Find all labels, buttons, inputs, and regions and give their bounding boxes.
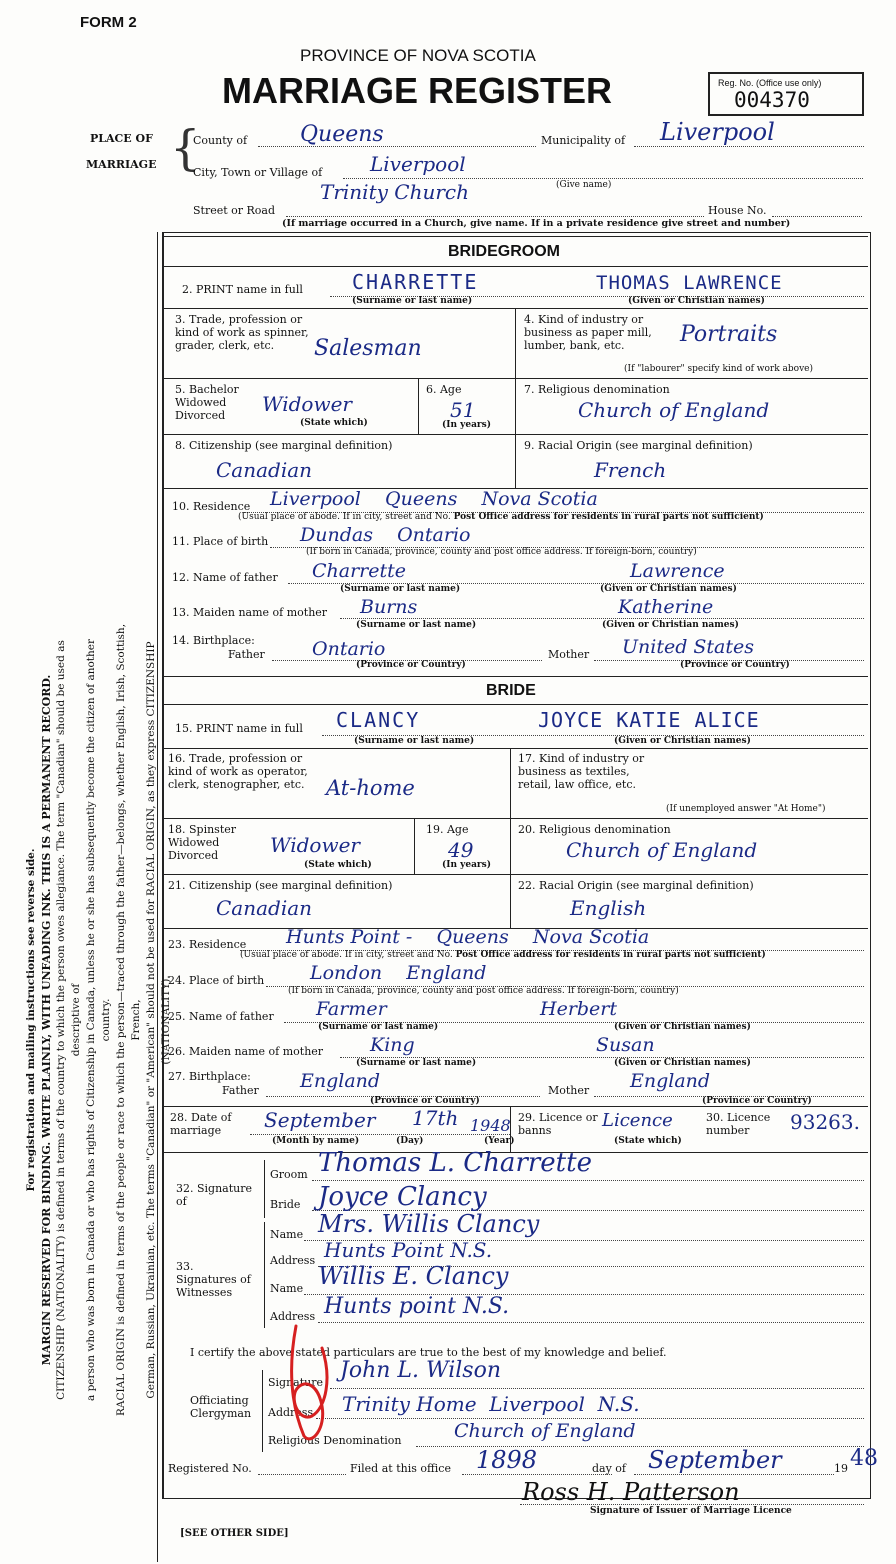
- bride-citizenship-label: 21. Citizenship (see marginal definition): [168, 879, 393, 892]
- bride-citizenship: Canadian: [216, 896, 313, 920]
- surname-sub-1: (Surname or last name): [352, 296, 473, 306]
- bride-religion-label: 20. Religious denomination: [518, 823, 671, 836]
- marginal-definitions: [24, 620, 172, 1420]
- marriage-month: September: [264, 1108, 376, 1132]
- bride-industry-note: (If unemployed answer "At Home"): [666, 804, 826, 814]
- bride-racial: English: [570, 896, 647, 920]
- birth-note-2: (If born in Canada, province, county and post office address. If foreign-born, country): [288, 986, 679, 996]
- given-sub-5: (Given or Christian names): [614, 1022, 751, 1032]
- filed-number: 1898: [476, 1446, 538, 1474]
- marriage-year: 1948: [470, 1116, 511, 1135]
- bride-mother-surname: King: [370, 1034, 415, 1056]
- province-heading: PROVINCE OF NOVA SCOTIA: [300, 46, 536, 65]
- filed-month: September: [648, 1446, 782, 1474]
- bride-given: JOYCE KATIE ALICE: [538, 708, 760, 732]
- clergy-address: Trinity Home Liverpool N.S.: [342, 1392, 640, 1416]
- witnesses-label: 33. Signatures of Witnesses: [176, 1260, 251, 1299]
- bride-status-label: 18. Spinster Widowed Divorced: [168, 823, 237, 862]
- give-name-note: (Give name): [556, 180, 612, 190]
- place-label-2: MARRIAGE: [86, 158, 157, 171]
- bride-signature: Joyce Clancy: [318, 1182, 487, 1212]
- bride-mother-given: Susan: [596, 1034, 655, 1056]
- side-line-5: RACIAL ORIGIN is defined in terms of the people or race to which the person—traced through the father—belongs, whether English, Irish, Scottish, French,: [115, 623, 142, 1417]
- w1-name-label: Name: [270, 1228, 304, 1241]
- bride-age: 49: [448, 838, 474, 862]
- house-label: House No.: [708, 204, 767, 217]
- day-of-label: day of: [592, 1462, 627, 1475]
- filed-year: 48: [850, 1446, 878, 1471]
- side-line-4: a person who was born in Canada or who has rights of Citizenship in Canada, unless he or she has subsequently become the citizen of another country.: [85, 638, 112, 1402]
- licence-or-banns: Licence: [602, 1110, 673, 1131]
- surname-sub-6: (Surname or last name): [356, 1058, 477, 1068]
- surname-sub-4: (Surname or last name): [354, 736, 475, 746]
- bride-heading: BRIDE: [486, 682, 536, 699]
- day-sub: (Day): [396, 1136, 424, 1146]
- given-sub-6: (Given or Christian names): [614, 1058, 751, 1068]
- groom-father-birthplace: Ontario: [312, 638, 386, 660]
- church-value: Trinity Church: [320, 180, 469, 204]
- reg-no-box: [708, 72, 864, 116]
- surname-sub-2: (Surname or last name): [340, 584, 461, 594]
- groom-citizenship-label: 8. Citizenship (see marginal definition): [175, 439, 393, 452]
- surname-sub-3: (Surname or last name): [356, 620, 477, 630]
- bride-name-label: 15. PRINT name in full: [175, 722, 303, 735]
- groom-father-given: Lawrence: [630, 560, 725, 582]
- groom-industry-label: 4. Kind of industry or business as paper mill, lumber, bank, etc.: [524, 313, 652, 352]
- street-label: Street or Road: [193, 204, 276, 217]
- birth-note-1: (If born in Canada, province, county and post office address. If foreign-born, country): [306, 547, 697, 557]
- county-value: Queens: [300, 122, 384, 147]
- w2-name-label: Name: [270, 1282, 304, 1295]
- bride-sig-label: Bride: [270, 1198, 301, 1211]
- groom-industry: Portraits: [680, 322, 778, 347]
- bride-residence-label: 23. Residence: [168, 938, 247, 951]
- groom-status: Widower: [262, 392, 352, 416]
- bride-father-label: 25. Name of father: [168, 1010, 274, 1023]
- bride-father-bp-label: Father: [222, 1084, 259, 1097]
- marriage-day: 17th: [412, 1106, 459, 1130]
- form-frame: [162, 232, 871, 1499]
- bride-age-label: 19. Age: [426, 823, 469, 836]
- groom-mother-surname: Burns: [360, 596, 418, 618]
- groom-father-bp-label: Father: [228, 648, 265, 661]
- groom-father-label: 12. Name of father: [172, 571, 278, 584]
- bride-mother-label: 26. Maiden name of mother: [168, 1045, 324, 1058]
- reg-no-value: 004370: [734, 88, 810, 112]
- groom-birthplace-label: 11. Place of birth: [172, 535, 269, 548]
- year-sub: (Year): [484, 1136, 515, 1146]
- reg-no-label: Reg. No. (Office use only): [718, 78, 822, 88]
- groom-racial-label: 9. Racial Origin (see marginal definition): [524, 439, 753, 452]
- groom-signature: Thomas L. Charrette: [318, 1148, 592, 1178]
- clergy-label: Officiating Clergyman: [190, 1394, 252, 1420]
- bride-birthplaces-label: 27. Birthplace:: [168, 1070, 251, 1083]
- w1-address: Hunts Point N.S.: [324, 1238, 493, 1262]
- signature-of-label: 32. Signature of: [176, 1182, 253, 1208]
- groom-status-label: 5. Bachelor Widowed Divorced: [175, 383, 239, 422]
- groom-father-surname: Charrette: [312, 560, 407, 582]
- place-label-1: PLACE OF: [90, 132, 153, 145]
- groom-trade: Salesman: [314, 336, 422, 361]
- w1-address-label: Address: [270, 1254, 316, 1267]
- groom-birthplaces-label: 14. Birthplace:: [172, 634, 255, 647]
- bride-trade: At-home: [326, 776, 415, 800]
- city-label: City, Town or Village of: [193, 166, 323, 179]
- filed-label: Filed at this office: [350, 1462, 451, 1475]
- years-sub-1: (In years): [442, 420, 491, 430]
- red-pen-mark: [282, 1318, 342, 1448]
- side-line-1: For registration and mailing instructions see reverse side.: [25, 848, 37, 1192]
- page-title: MARRIAGE REGISTER: [222, 70, 613, 111]
- years-sub-2: (In years): [442, 860, 491, 870]
- prov-sub-2: (Province or Country): [680, 660, 790, 670]
- groom-birthplace: Dundas Ontario: [300, 524, 471, 546]
- prov-sub-4: (Province or Country): [702, 1096, 812, 1106]
- bride-father-given: Herbert: [540, 998, 618, 1020]
- year-prefix: 19: [834, 1462, 848, 1475]
- groom-racial: French: [594, 458, 667, 482]
- bride-surname: CLANCY: [336, 708, 421, 732]
- groom-citizenship: Canadian: [216, 458, 313, 482]
- groom-age: 51: [450, 398, 476, 422]
- county-label: County of: [193, 134, 248, 147]
- state-sub-3: (State which): [614, 1136, 682, 1146]
- given-sub-4: (Given or Christian names): [614, 736, 751, 746]
- place-note: (If marriage occurred in a Church, give name. If in a private residence give street and number): [282, 218, 791, 229]
- date-label: 28. Date of marriage: [170, 1111, 232, 1137]
- w2-address: Hunts point N.S.: [324, 1294, 510, 1319]
- city-value: Liverpool: [370, 152, 466, 176]
- groom-trade-label: 3. Trade, profession or kind of work as spinner, grader, clerk, etc.: [175, 313, 309, 352]
- groom-mother-bp-label: Mother: [548, 648, 590, 661]
- bridegroom-heading: BRIDEGROOM: [448, 243, 560, 260]
- side-line-3: CITIZENSHIP (NATIONALITY) is defined in terms of the country to which the person owes allegiance. The term "Canadian" should be used as descriptive of: [55, 640, 82, 1400]
- bride-racial-label: 22. Racial Origin (see marginal definition): [518, 879, 754, 892]
- bride-mother-bp-label: Mother: [548, 1084, 590, 1097]
- given-sub-1: (Given or Christian names): [628, 296, 765, 306]
- certify-text: I certify the above stated particulars are true to the best of my knowledge and belief.: [190, 1346, 667, 1359]
- w1-name: Mrs. Willis Clancy: [318, 1210, 540, 1238]
- month-sub: (Month by name): [272, 1136, 360, 1146]
- bride-father-surname: Farmer: [316, 998, 387, 1020]
- given-sub-2: (Given or Christian names): [600, 584, 737, 594]
- bride-religion: Church of England: [566, 838, 758, 862]
- groom-mother-given: Katherine: [618, 596, 714, 618]
- groom-residence: Liverpool Queens Nova Scotia: [270, 488, 598, 510]
- licence-number: 93263.: [790, 1110, 860, 1134]
- w2-name: Willis E. Clancy: [318, 1262, 509, 1290]
- state-sub-1: (State which): [300, 418, 368, 428]
- bride-trade-label: 16. Trade, profession or kind of work as operator, clerk, stenographer, etc.: [168, 752, 308, 791]
- bride-mother-birthplace: England: [630, 1070, 711, 1092]
- issuer-label: Signature of Issuer of Marriage Licence: [590, 1506, 792, 1516]
- licence-number-label: 30. Licence number: [706, 1111, 771, 1137]
- bride-industry-label: 17. Kind of industry or business as textiles, retail, law office, etc.: [518, 752, 645, 791]
- residence-note-2: (Usual place of abode. If in city, street and No. Post Office address for residents in rural parts not sufficient): [240, 950, 766, 960]
- groom-industry-note: (If "labourer" specify kind of work above): [624, 364, 814, 374]
- bride-birthplace: London England: [310, 962, 487, 984]
- issuer-signature: Ross H. Patterson: [522, 1478, 740, 1506]
- municipality-label: Municipality of: [541, 134, 626, 147]
- brace: {: [170, 120, 201, 176]
- clergy-denomination: Church of England: [454, 1420, 636, 1442]
- surname-sub-5: (Surname or last name): [318, 1022, 439, 1032]
- clergy-signature: John L. Wilson: [340, 1358, 501, 1383]
- groom-age-label: 6. Age: [426, 383, 462, 396]
- bride-residence: Hunts Point - Queens Nova Scotia: [286, 926, 650, 948]
- groom-given: THOMAS LAWRENCE: [596, 272, 783, 294]
- prov-sub-1: (Province or Country): [356, 660, 466, 670]
- prov-sub-3: (Province or Country): [370, 1096, 480, 1106]
- clergy-denom-label: Religious Denomination: [268, 1434, 402, 1447]
- given-sub-3: (Given or Christian names): [602, 620, 739, 630]
- clergy-address-label: Address: [268, 1406, 314, 1419]
- registered-no-label: Registered No.: [168, 1462, 252, 1475]
- w2-address-label: Address: [270, 1310, 316, 1323]
- groom-mother-birthplace: United States: [622, 636, 755, 658]
- groom-religion-label: 7. Religious denomination: [524, 383, 670, 396]
- side-line-6: German, Russian, Ukrainian, etc. The terms "Canadian" or "American" should not be used for RACIAL ORIGIN, as they express CITIZENSHIP (NATIONALITY).: [145, 641, 172, 1399]
- groom-sig-label: Groom: [270, 1168, 308, 1181]
- residence-note-1: (Usual place of abode. If in city, street and No. Post Office address for residents in rural parts not sufficient): [238, 512, 764, 522]
- groom-religion: Church of England: [578, 398, 770, 422]
- bride-status: Widower: [270, 833, 360, 857]
- clergy-signature-label: Signature: [268, 1376, 324, 1389]
- groom-mother-label: 13. Maiden name of mother: [172, 606, 328, 619]
- bride-father-birthplace: England: [300, 1070, 381, 1092]
- municipality-value: Liverpool: [660, 118, 775, 146]
- side-line-2: MARGIN RESERVED FOR BINDING. WRITE PLAINLY, WITH UNFADING INK. THIS IS A PERMANENT RECORD.: [40, 674, 53, 1366]
- form-label: FORM 2: [80, 14, 137, 31]
- see-other-side: [SEE OTHER SIDE]: [180, 1528, 289, 1539]
- state-sub-2: (State which): [304, 860, 372, 870]
- groom-surname: CHARRETTE: [352, 270, 479, 294]
- bride-birthplace-label: 24. Place of birth: [168, 974, 265, 987]
- groom-name-label: 2. PRINT name in full: [182, 283, 303, 296]
- licence-banns-label: 29. Licence or banns: [518, 1111, 598, 1137]
- groom-residence-label: 10. Residence: [172, 500, 251, 513]
